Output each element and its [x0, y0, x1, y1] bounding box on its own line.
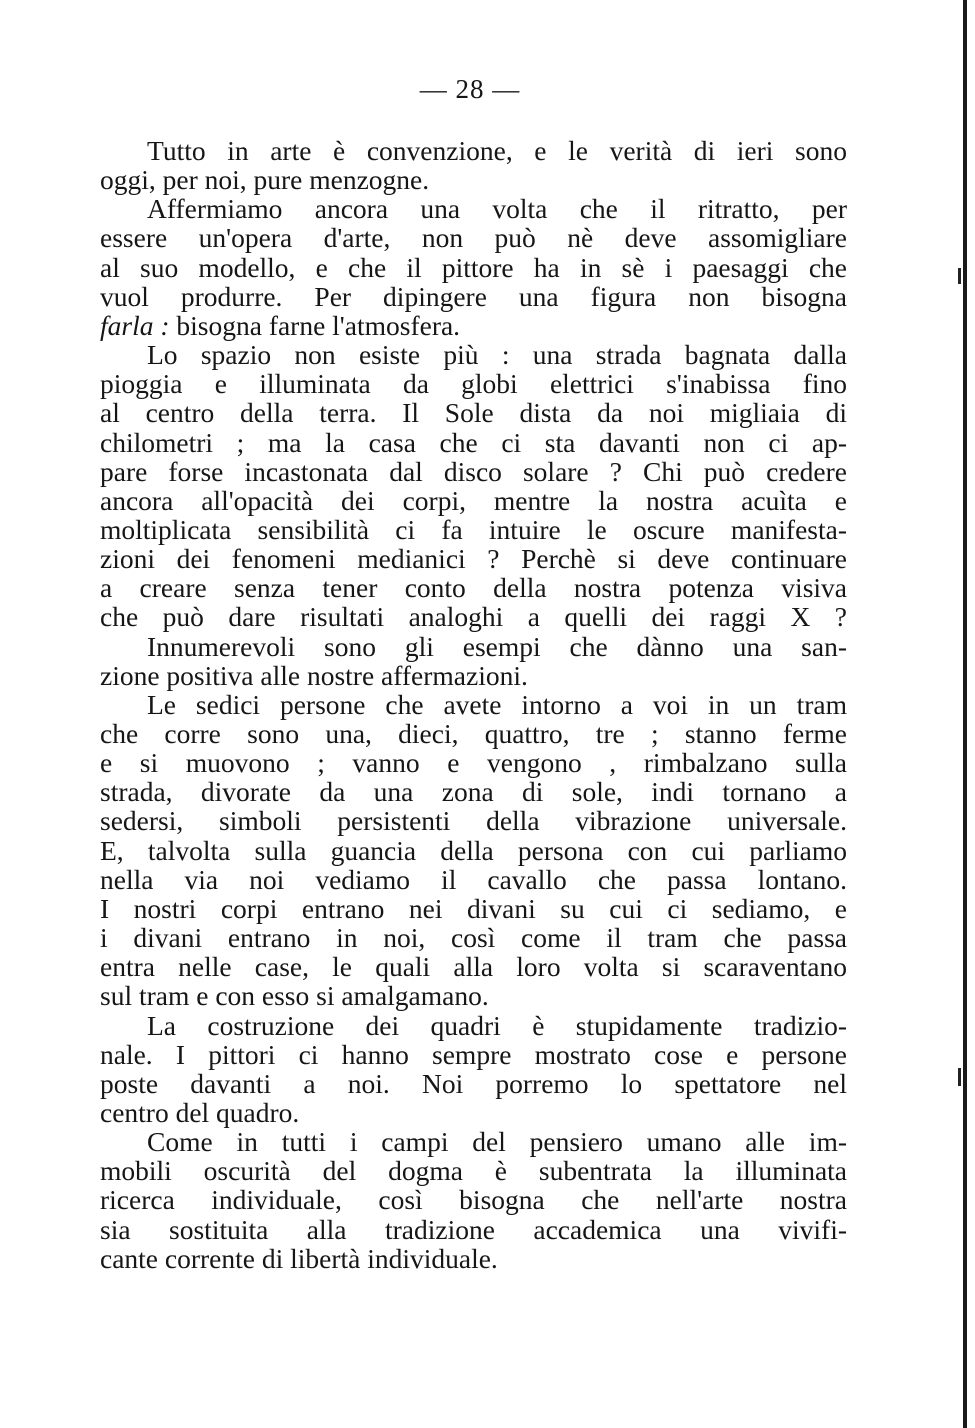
text-line	[100, 311, 847, 341]
line-text: E, talvolta sulla guancia della persona con cui parliamo	[100, 834, 847, 866]
text-line	[147, 1011, 847, 1041]
text-line	[100, 369, 847, 399]
line-text: che corre sono una, dieci, quattro, tre ; stanno ferme	[100, 718, 847, 749]
line-text: nale. I pittori ci hanno sempre mostrato cose e persone	[100, 1038, 847, 1070]
text-line	[147, 136, 847, 166]
line-text: ricerca individuale, così bisogna che nell'arte nostra	[100, 1184, 847, 1216]
line-text: al suo modello, e che il pittore ha in sè i paesaggi che	[100, 251, 847, 283]
line-text: essere un'opera d'arte, non può nè deve assomigliare	[100, 222, 847, 254]
text-line	[100, 865, 847, 895]
text-line	[100, 486, 847, 516]
line-text: pioggia e illuminata da globi elettrici s'inabissa fino	[100, 368, 847, 400]
text-line	[100, 1098, 847, 1128]
text-line	[100, 836, 847, 866]
line-text: vuol produrre. Per dipingere una figura non bisogna	[100, 280, 847, 312]
text-line	[100, 981, 847, 1011]
line-text: Le sedici persone che avete intorno a voi in un tram	[147, 688, 847, 720]
text-line	[147, 1127, 847, 1157]
text-line	[100, 777, 847, 807]
line-text: zione positiva alle nostre affermazioni.	[100, 659, 528, 691]
text-line	[100, 223, 847, 253]
text-line	[100, 1215, 847, 1245]
text-line	[100, 282, 847, 312]
line-text: centro del quadro.	[100, 1096, 300, 1128]
text-line	[100, 398, 847, 428]
line-text: zioni dei fenomeni medianici ? Perchè si deve continuare	[100, 543, 847, 575]
text-line	[100, 253, 847, 283]
text-line	[100, 923, 847, 953]
text-line	[100, 457, 847, 487]
text-line	[100, 748, 847, 778]
line-text: che può dare risultati analoghi a quelli dei raggi X ?	[100, 601, 847, 633]
text-line	[100, 428, 847, 458]
line-text: cante corrente di libertà individuale.	[100, 1242, 498, 1274]
line-text: a creare senza tener conto della nostra potenza visiva	[100, 572, 847, 604]
line-text: Lo spazio non esiste più : una strada bagnata dalla	[147, 339, 847, 371]
line-text: La costruzione dei quadri è stupidamente tradizio-	[147, 1009, 847, 1041]
line-text: strada, divorate da una zona di sole, indi tornano a	[100, 776, 847, 808]
text-line	[100, 894, 847, 924]
line-text: e si muovono ; vanno e vengono , rimbalzano sulla	[100, 747, 847, 779]
text-line	[100, 661, 847, 691]
line-text: oggi, per noi, pure menzogne.	[100, 164, 430, 196]
page-number: — 28 —	[419, 74, 521, 104]
text-line	[100, 1244, 847, 1274]
line-text: bisogna farne l'atmosfera.	[169, 309, 461, 341]
line-text: Tutto in arte è convenzione, e le verità di ieri sono	[147, 135, 847, 166]
line-text: Innumerevoli sono gli esempi che dànno una san-	[147, 630, 847, 662]
margin-mark	[958, 268, 961, 284]
text-line	[100, 573, 847, 603]
text-line	[147, 690, 847, 720]
text-line	[147, 340, 847, 370]
line-text: Come in tutti i campi del pensiero umano alle im-	[147, 1126, 847, 1158]
line-text: pare forse incastonata dal disco solare ? Chi può credere	[100, 455, 847, 487]
line-text: moltiplicata sensibilità ci fa intuire le oscure manifesta-	[100, 513, 847, 545]
text-line	[100, 1069, 847, 1099]
text-line	[100, 806, 847, 836]
text-line	[100, 1040, 847, 1070]
line-text: I nostri corpi entrano nei divani su cui ci sediamo, e	[100, 892, 847, 924]
line-text: i divani entrano in noi, così come il tram che passa	[100, 922, 847, 954]
line-text: Affermiamo ancora una volta che il ritratto, per	[147, 193, 847, 225]
text-line	[100, 1156, 847, 1186]
line-text: al centro della terra. Il Sole dista da noi migliaia di	[100, 397, 847, 429]
line-text: ancora all'opacità dei corpi, mentre la nostra acuìta e	[100, 484, 847, 516]
text-line	[147, 194, 847, 224]
line-text: chilometri ; ma la casa che ci sta davanti non ci ap-	[100, 426, 847, 458]
text-line	[100, 602, 847, 632]
line-text: entra nelle case, le quali alla loro volta si scaraventano	[100, 951, 847, 983]
text-line	[147, 632, 847, 662]
margin-mark	[958, 1068, 961, 1086]
page-edge-border	[963, 0, 967, 1428]
line-text: nella via noi vediamo il cavallo che passa lontano.	[100, 863, 847, 895]
line-text: sul tram e con esso si amalgamano.	[100, 980, 489, 1012]
text-line	[100, 515, 847, 545]
text-line	[100, 165, 847, 195]
italic-text: farla :	[100, 309, 170, 341]
line-text: poste davanti a noi. Noi porremo lo spettatore nel	[100, 1067, 847, 1099]
text-line	[100, 544, 847, 574]
line-text: mobili oscurità del dogma è subentrata la illuminata	[100, 1155, 847, 1187]
line-text: sedersi, simboli persistenti della vibrazione universale.	[100, 805, 847, 837]
line-text: sia sostituita alla tradizione accademica una vivifi-	[100, 1213, 847, 1245]
text-line	[100, 952, 847, 982]
text-line	[100, 1185, 847, 1215]
text-line	[100, 719, 847, 749]
